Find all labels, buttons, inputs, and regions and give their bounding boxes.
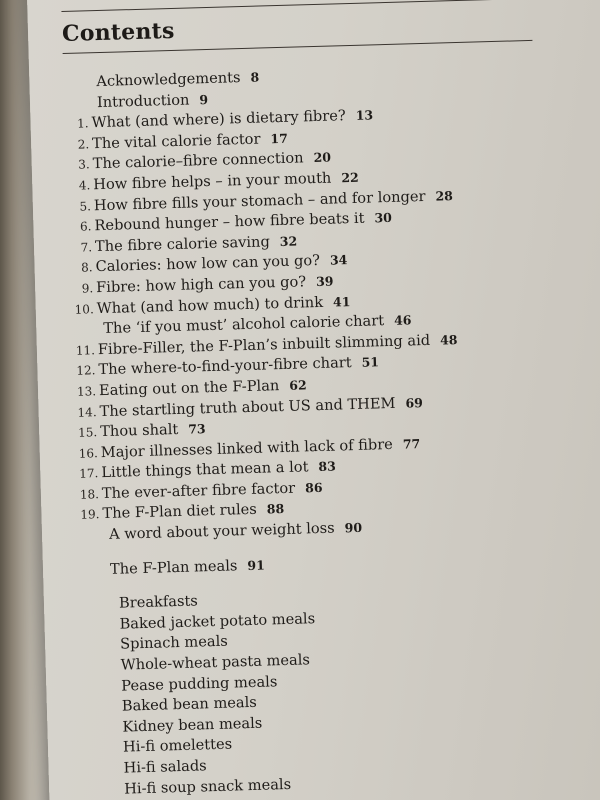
entry-page: 13 bbox=[355, 107, 374, 124]
entry-number: 18. bbox=[79, 487, 100, 502]
entry-number: 5. bbox=[79, 198, 92, 214]
entry-title: The fibre calorie saving bbox=[94, 233, 271, 255]
entry-title: Rebound hunger – how fibre beats it bbox=[94, 209, 365, 235]
entry-page: 17 bbox=[270, 130, 289, 147]
entry-title: Fibre-Filler, the F-Plan’s inbuilt slimming aid bbox=[97, 331, 431, 358]
entry-title: Little things that mean a lot bbox=[101, 458, 309, 482]
meal-item: Pease pudding meals bbox=[121, 672, 278, 695]
entry-number: 13. bbox=[76, 384, 97, 399]
entry-number: 15. bbox=[77, 425, 98, 440]
entry-title: The startling truth about US and THEM bbox=[99, 394, 396, 420]
meal-item: Hi-fi soup snack meals bbox=[123, 775, 292, 798]
entry-page: 8 bbox=[250, 69, 260, 85]
entry-page: 20 bbox=[313, 149, 332, 166]
entry-page: 41 bbox=[332, 293, 351, 310]
entry-page: 48 bbox=[439, 331, 458, 348]
entry-title: The ever-after fibre factor bbox=[101, 479, 296, 502]
entry-page: 28 bbox=[435, 187, 454, 204]
meal-item: Baked bean meals bbox=[121, 694, 257, 715]
entry-number: 4. bbox=[78, 178, 91, 193]
book-page bbox=[26, 0, 600, 800]
entry-page: 86 bbox=[304, 479, 323, 496]
entry-number: 12. bbox=[76, 363, 96, 379]
meal-item: Hi-fi omelettes bbox=[122, 735, 233, 757]
entry-title: Introduction bbox=[96, 91, 190, 111]
entry-page: 39 bbox=[315, 273, 334, 289]
meal-item: Whole-wheat pasta meals bbox=[120, 651, 311, 674]
entry-page: 69 bbox=[405, 394, 424, 411]
entry-number: 11. bbox=[75, 342, 96, 358]
entry-title: Major illnesses linked with lack of fibre bbox=[100, 435, 394, 461]
entry-number bbox=[63, 72, 87, 73]
entry-page: 83 bbox=[318, 458, 337, 475]
entry-number: 3. bbox=[78, 157, 90, 172]
entry-page: 34 bbox=[329, 252, 348, 268]
entry-page: 30 bbox=[374, 210, 393, 226]
meal-item: Spinach meals bbox=[119, 633, 229, 654]
entry-title: How fibre helps – in your mouth bbox=[93, 169, 332, 194]
entry-number: 6. bbox=[79, 219, 92, 234]
entry-number: 16. bbox=[78, 445, 98, 461]
entry-page: 73 bbox=[188, 421, 206, 437]
entry-title: The F-Plan meals bbox=[109, 556, 238, 578]
entry-title: Eating out on the F-Plan bbox=[98, 377, 280, 400]
entry-title: Acknowledgements bbox=[96, 69, 241, 91]
meal-item: Kidney bean meals bbox=[122, 714, 263, 736]
entry-number: 8. bbox=[80, 260, 93, 275]
entry-number: 17. bbox=[79, 466, 99, 481]
entry-number: 14. bbox=[77, 404, 97, 420]
entry-page: 62 bbox=[289, 377, 307, 393]
entry-title: Thou shalt bbox=[99, 421, 179, 441]
entry-page: 22 bbox=[341, 169, 359, 186]
entry-title: How fibre fills your stomach – and for longer bbox=[93, 187, 426, 214]
entry-page: 88 bbox=[266, 501, 285, 517]
entry-number: 19. bbox=[80, 507, 100, 523]
entry-number: 2. bbox=[77, 137, 90, 152]
entry-page: 32 bbox=[279, 233, 298, 249]
meal-item: Breakfasts bbox=[118, 592, 199, 612]
meal-item: Hi-fi salads bbox=[123, 757, 207, 777]
meal-item: Baked jacket potato meals bbox=[119, 610, 316, 633]
entry-title: Calories: how low can you go? bbox=[95, 252, 321, 276]
entry-number: 9. bbox=[81, 281, 94, 296]
entry-number: 7. bbox=[80, 240, 93, 255]
entry-title: What (and where) is dietary fibre? bbox=[91, 107, 346, 132]
entry-title: The ‘if you must’ alcohol calorie chart bbox=[103, 312, 385, 338]
entry-title: The calorie–fibre connection bbox=[92, 149, 304, 173]
top-rule bbox=[61, 0, 600, 12]
page-title: Contents bbox=[61, 17, 175, 48]
entry-title: Fibre: how high can you go? bbox=[95, 273, 307, 297]
entry-title: The F-Plan diet rules bbox=[102, 501, 258, 523]
entry-page: 51 bbox=[361, 354, 380, 371]
entry-page: 46 bbox=[393, 312, 412, 328]
entry-number: 10. bbox=[74, 301, 94, 317]
entry-number: 1. bbox=[76, 116, 89, 131]
entry-page: 9 bbox=[199, 91, 209, 107]
entry-page: 91 bbox=[247, 557, 265, 573]
entry-page: 90 bbox=[344, 519, 363, 536]
entry-title: A word about your weight loss bbox=[108, 519, 335, 543]
entry-title: What (and how much) to drink bbox=[96, 293, 324, 317]
entry-title: The where-to-find-your-fibre chart bbox=[98, 354, 352, 379]
entry-page: 77 bbox=[402, 435, 421, 452]
entry-title: The vital calorie factor bbox=[91, 130, 261, 153]
entry-number bbox=[64, 93, 88, 94]
entry-number bbox=[76, 525, 100, 526]
table-of-contents bbox=[63, 58, 600, 800]
entry-number bbox=[70, 319, 94, 320]
